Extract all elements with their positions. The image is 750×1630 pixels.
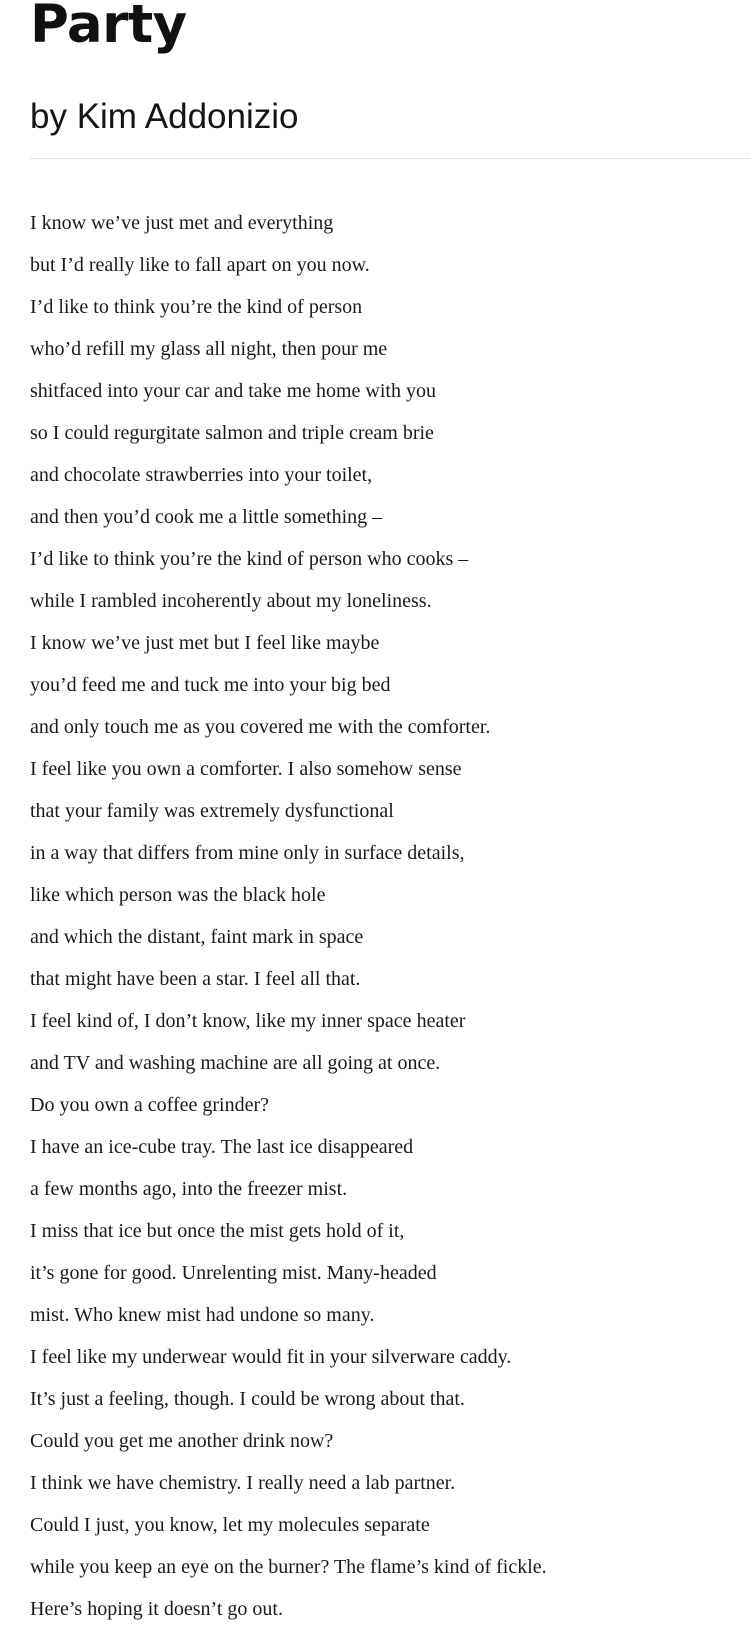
- poem-line: I’d like to think you’re the kind of person: [30, 296, 363, 318]
- poem-line: Could you get me another drink now?: [30, 1430, 334, 1452]
- poem-line: It’s just a feeling, though. I could be wrong about that.: [30, 1388, 465, 1410]
- poem-line: a few months ago, into the freezer mist.: [30, 1178, 348, 1200]
- poem-line: and TV and washing machine are all going at once.: [30, 1052, 441, 1074]
- poem-line: Could I just, you know, let my molecules separate: [30, 1514, 430, 1536]
- poem-line: I feel kind of, I don’t know, like my inner space heater: [30, 1010, 466, 1032]
- poem-line: and which the distant, faint mark in space: [30, 926, 364, 948]
- poem-line: it’s gone for good. Unrelenting mist. Many-headed: [30, 1262, 437, 1284]
- poem-line: I miss that ice but once the mist gets hold of it,: [30, 1220, 405, 1242]
- poem-line: who’d refill my glass all night, then pour me: [30, 338, 388, 360]
- poem-line: I feel like you own a comforter. I also somehow sense: [30, 758, 462, 780]
- poem-line: that might have been a star. I feel all that.: [30, 968, 361, 990]
- poem-title: Party: [30, 0, 187, 55]
- poem-line: while you keep an eye on the burner? The flame’s kind of fickle.: [30, 1556, 547, 1578]
- poem-line: I have an ice-cube tray. The last ice disappeared: [30, 1136, 414, 1158]
- poem-line: and chocolate strawberries into your toilet,: [30, 464, 373, 486]
- poem-line: I think we have chemistry. I really need a lab partner.: [30, 1472, 456, 1494]
- poem-line: and only touch me as you covered me with the comforter.: [30, 716, 491, 738]
- poem-line: so I could regurgitate salmon and triple cream brie: [30, 422, 434, 444]
- poem-line: I know we’ve just met and everything: [30, 212, 334, 234]
- poem-byline: by Kim Addonizio: [30, 97, 299, 136]
- poem-line: you’d feed me and tuck me into your big bed: [30, 674, 391, 696]
- poem-line: like which person was the black hole: [30, 884, 326, 906]
- title-divider: [30, 158, 750, 159]
- poem-line: shitfaced into your car and take me home with you: [30, 380, 436, 402]
- poem-line: I’d like to think you’re the kind of person who cooks –: [30, 548, 469, 570]
- poem-line: Do you own a coffee grinder?: [30, 1094, 269, 1116]
- poem-line: I feel like my underwear would fit in your silverware caddy.: [30, 1346, 512, 1368]
- poem-body: [30, 202, 750, 1630]
- poem-line: in a way that differs from mine only in surface details,: [30, 842, 465, 864]
- poem-line: mist. Who knew mist had undone so many.: [30, 1304, 375, 1326]
- poem-line: Here’s hoping it doesn’t go out.: [30, 1598, 283, 1620]
- poem-line: that your family was extremely dysfunctional: [30, 800, 394, 822]
- poem-line: but I’d really like to fall apart on you now.: [30, 254, 370, 276]
- poem-line: I know we’ve just met but I feel like maybe: [30, 632, 380, 654]
- poem-line: and then you’d cook me a little something –: [30, 506, 383, 528]
- poem-line: while I rambled incoherently about my loneliness.: [30, 590, 432, 612]
